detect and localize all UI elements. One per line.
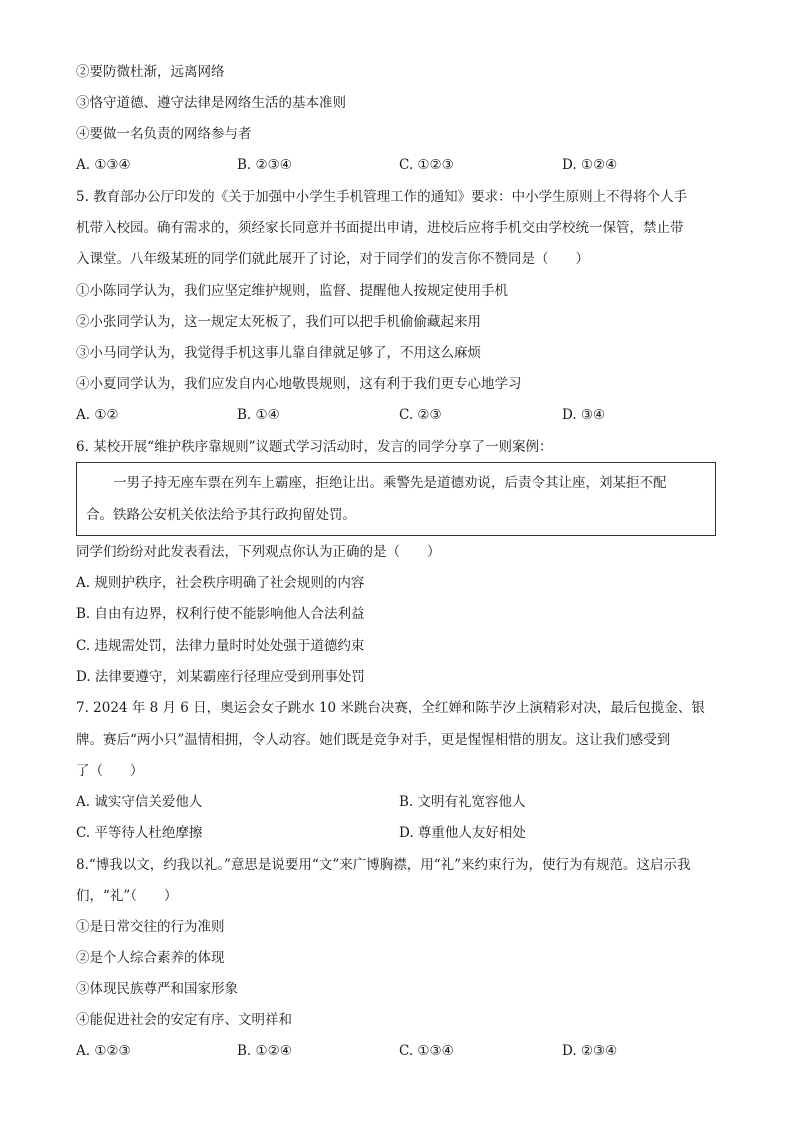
q5-option-d: D. ③④ — [562, 407, 606, 423]
q5-stem-line-2: 机带入校园。确有需求的，须经家长同意并书面提出申请，进校后应将手机交由学校统一保管，禁止带 — [76, 220, 684, 236]
q5-option-c: C. ②③ — [399, 407, 442, 423]
q8-item-4: ④能促进社会的安定有序、文明祥和 — [76, 1012, 292, 1028]
q7-option-c: C. 平等待人杜绝摩擦 — [76, 825, 203, 841]
q6-stem: 6. 某校开展“维护秩序靠规则”议题式学习活动时，发言的同学分享了一则案例： — [76, 439, 553, 455]
q4-item-2: ②要防微杜渐，远离网络 — [76, 64, 225, 80]
q7-stem-line-3: 了（ ） — [76, 763, 144, 779]
q6-case-line-1: 一男子持无座车票在列车上霸座，拒绝让出。乘警先是道德劝说，后责令其让座，刘某拒不配 — [113, 475, 667, 491]
q5-stem-line-3: 入课堂。八年级某班的同学们就此展开了讨论，对于同学们的发言你不赞同是（ ） — [76, 251, 589, 267]
q5-stem-line-1: 5. 教育部办公厅印发的《关于加强中小学生手机管理工作的通知》要求：中小学生原则上不得将个人手 — [76, 189, 688, 205]
q6-question: 同学们纷纷对此发表看法，下列观点你认为正确的是（ ） — [76, 544, 441, 560]
q8-item-2: ②是个人综合素养的体现 — [76, 950, 225, 966]
q6-option-c: C. 违规需处罚，法律力量时时处处强于道德约束 — [76, 638, 365, 654]
q5-options — [76, 405, 736, 425]
q7-stem-line-1: 7. 2024 年 8 月 6 日，奥运会女子跳水 10 米跳台决赛，全红婵和陈芋汐上演精彩对决，最后包揽金、银 — [76, 700, 705, 716]
q8-item-3: ③体现民族尊严和国家形象 — [76, 981, 238, 997]
q8-stem-line-1: 8.“博我以文，约我以礼。”意思是说要用“文”来广博胸襟，用“礼”来约束行为，使行为有规范。这启示我 — [76, 857, 691, 873]
q8-option-a: A. ①②③ — [76, 1043, 131, 1059]
q7-option-a: A. 诚实守信关爱他人 — [76, 794, 203, 810]
q4-item-3: ③恪守道德、遵守法律是网络生活的基本准则 — [76, 95, 346, 111]
q8-option-c: C. ①③④ — [399, 1043, 454, 1059]
q8-option-b: B. ①②④ — [237, 1043, 292, 1059]
q7-option-d: D. 尊重他人友好相处 — [399, 825, 526, 841]
q4-option-b: B. ②③④ — [237, 157, 292, 173]
q5-item-1: ①小陈同学认为，我们应坚定维护规则，监督、提醒他人按规定使用手机 — [76, 283, 508, 299]
q7-options-row-1 — [76, 792, 736, 812]
q4-option-d: D. ①②④ — [562, 157, 618, 173]
q5-item-2: ②小张同学认为，这一规定太死板了，我们可以把手机偷偷藏起来用 — [76, 314, 481, 330]
q6-case-line-2: 合。铁路公安机关依法给予其行政拘留处罚。 — [86, 507, 356, 523]
q8-item-1: ①是日常交往的行为准则 — [76, 919, 225, 935]
q4-item-4: ④要做一名负责的网络参与者 — [76, 126, 252, 142]
q6-option-a: A. 规则护秩序，社会秩序明确了社会规则的内容 — [76, 575, 365, 591]
q8-options — [76, 1041, 736, 1061]
q4-option-a: A. ①③④ — [76, 157, 131, 173]
q4-options — [76, 155, 736, 175]
q5-item-3: ③小马同学认为，我觉得手机这事儿靠自律就足够了，不用这么麻烦 — [76, 345, 481, 361]
q5-option-b: B. ①④ — [237, 407, 280, 423]
q6-case-box — [76, 462, 716, 536]
q5-item-4: ④小夏同学认为，我们应发自内心地敬畏规则，这有利于我们更专心地学习 — [76, 376, 522, 392]
q7-stem-line-2: 牌。赛后“两小只”温情相拥，令人动容。她们既是竞争对手，更是惺惺相惜的朋友。这让我们感受到 — [76, 732, 671, 748]
q6-option-d: D. 法律要遵守，刘某霸座行径理应受到刑事处罚 — [76, 669, 365, 685]
q4-option-c: C. ①②③ — [399, 157, 454, 173]
q7-options-row-2 — [76, 823, 736, 843]
q8-stem-line-2: 们，“礼”（ ） — [76, 888, 178, 904]
q6-option-b: B. 自由有边界，权利行使不能影响他人合法利益 — [76, 606, 365, 622]
q8-option-d: D. ②③④ — [562, 1043, 618, 1059]
q7-option-b: B. 文明有礼宽容他人 — [399, 794, 526, 810]
q5-option-a: A. ①② — [76, 407, 119, 423]
